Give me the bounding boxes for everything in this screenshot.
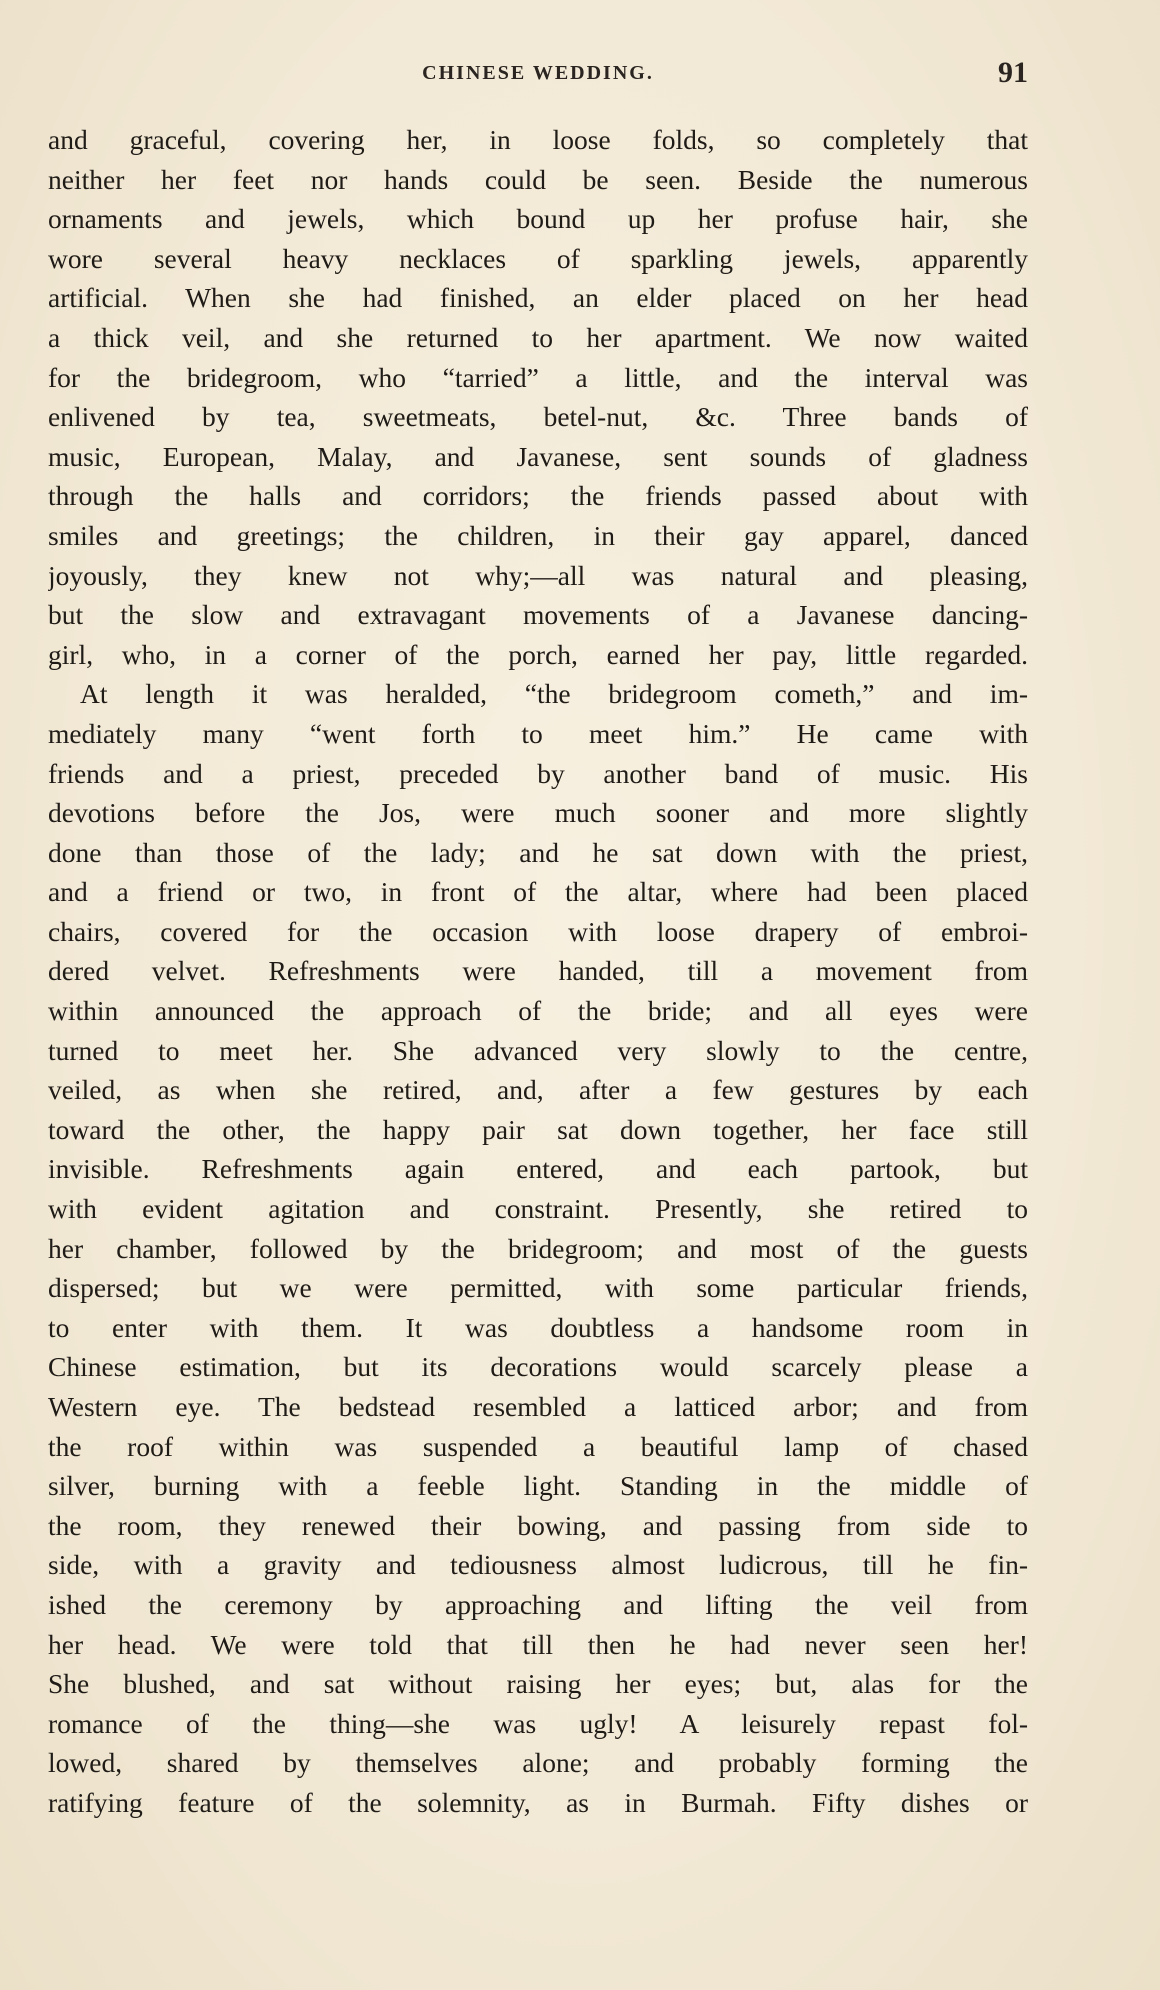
text-line: for the bridegroom, who “tarried” a little, and the interval was bbox=[48, 361, 1028, 393]
text-line: her chamber, followed by the bridegroom; and most of the guests bbox=[48, 1232, 1028, 1264]
text-line: but the slow and extravagant movements of a Javanese dancing- bbox=[48, 599, 1028, 631]
text-line: artificial. When she had finished, an elder placed on her head bbox=[48, 282, 1028, 314]
text-line: toward the other, the happy pair sat down together, her face still bbox=[48, 1113, 1028, 1145]
text-line: to enter with them. It was doubtless a handsome room in bbox=[48, 1311, 1028, 1343]
text-line: music, European, Malay, and Javanese, sent sounds of gladness bbox=[48, 440, 1028, 472]
text-line: romance of the thing—she was ugly! A leisurely repast fol- bbox=[48, 1707, 1028, 1739]
text-line: within announced the approach of the bride; and all eyes were bbox=[48, 995, 1028, 1027]
text-line: dered velvet. Refreshments were handed, till a movement from bbox=[48, 955, 1028, 987]
text-line: Chinese estimation, but its decorations would scarcely please a bbox=[48, 1351, 1028, 1383]
text-line: with evident agitation and constraint. Presently, she retired to bbox=[48, 1193, 1028, 1225]
text-line: and a friend or two, in front of the altar, where had been placed bbox=[48, 876, 1028, 908]
running-head bbox=[48, 56, 1028, 96]
text-line: done than those of the lady; and he sat down with the priest, bbox=[48, 836, 1028, 868]
text-line: ished the ceremony by approaching and lifting the veil from bbox=[48, 1588, 1028, 1620]
text-line: her head. We were told that till then he had never seen her! bbox=[48, 1628, 1028, 1660]
text-line: smiles and greetings; the children, in their gay apparel, danced bbox=[48, 519, 1028, 551]
text-line: wore several heavy necklaces of sparkling jewels, apparently bbox=[48, 242, 1028, 274]
text-line: veiled, as when she retired, and, after a few gestures by each bbox=[48, 1074, 1028, 1106]
text-line: ratifying feature of the solemnity, as in Burmah. Fifty dishes or bbox=[48, 1786, 1028, 1818]
text-line: turned to meet her. She advanced very slowly to the centre, bbox=[48, 1034, 1028, 1066]
text-line: joyously, they knew not why;—all was natural and pleasing, bbox=[48, 559, 1028, 591]
text-line: a thick veil, and she returned to her apartment. We now waited bbox=[48, 321, 1028, 353]
text-line: and graceful, covering her, in loose folds, so completely that bbox=[48, 124, 1028, 155]
text-line: mediately many “went forth to meet him.” He came with bbox=[48, 717, 1028, 749]
body-text bbox=[48, 120, 1028, 1823]
text-line: the roof within was suspended a beautiful lamp of chased bbox=[48, 1430, 1028, 1462]
text-line: ornaments and jewels, which bound up her profuse hair, she bbox=[48, 203, 1028, 235]
text-line: neither her feet nor hands could be seen. Beside the numerous bbox=[48, 163, 1028, 195]
text-line: enlivened by tea, sweetmeats, betel-nut, &c. Three bands of bbox=[48, 401, 1028, 433]
text-line: lowed, shared by themselves alone; and probably forming the bbox=[48, 1747, 1028, 1779]
text-line: friends and a priest, preceded by another band of music. His bbox=[48, 757, 1028, 789]
paragraph-start-line: At length it was heralded, “the bridegroom cometh,” and im- bbox=[80, 678, 1028, 710]
running-title: CHINESE WEDDING. bbox=[422, 62, 654, 84]
page-number: 91 bbox=[998, 56, 1028, 89]
text-line: side, with a gravity and tediousness almost ludicrous, till he fin- bbox=[48, 1549, 1028, 1581]
text-line: She blushed, and sat without raising her eyes; but, alas for the bbox=[48, 1668, 1028, 1700]
text-line: chairs, covered for the occasion with loose drapery of embroi- bbox=[48, 915, 1028, 947]
text-line: the room, they renewed their bowing, and passing from side to bbox=[48, 1509, 1028, 1541]
text-line: devotions before the Jos, were much sooner and more slightly bbox=[48, 797, 1028, 829]
text-line: dispersed; but we were permitted, with some particular friends, bbox=[48, 1272, 1028, 1304]
text-line: silver, burning with a feeble light. Standing in the middle of bbox=[48, 1470, 1028, 1502]
text-line: Western eye. The bedstead resembled a latticed arbor; and from bbox=[48, 1391, 1028, 1422]
text-line: invisible. Refreshments again entered, and each partook, but bbox=[48, 1153, 1028, 1185]
text-line: girl, who, in a corner of the porch, earned her pay, little regarded. bbox=[48, 638, 1028, 670]
text-line: through the halls and corridors; the friends passed about with bbox=[48, 480, 1028, 512]
